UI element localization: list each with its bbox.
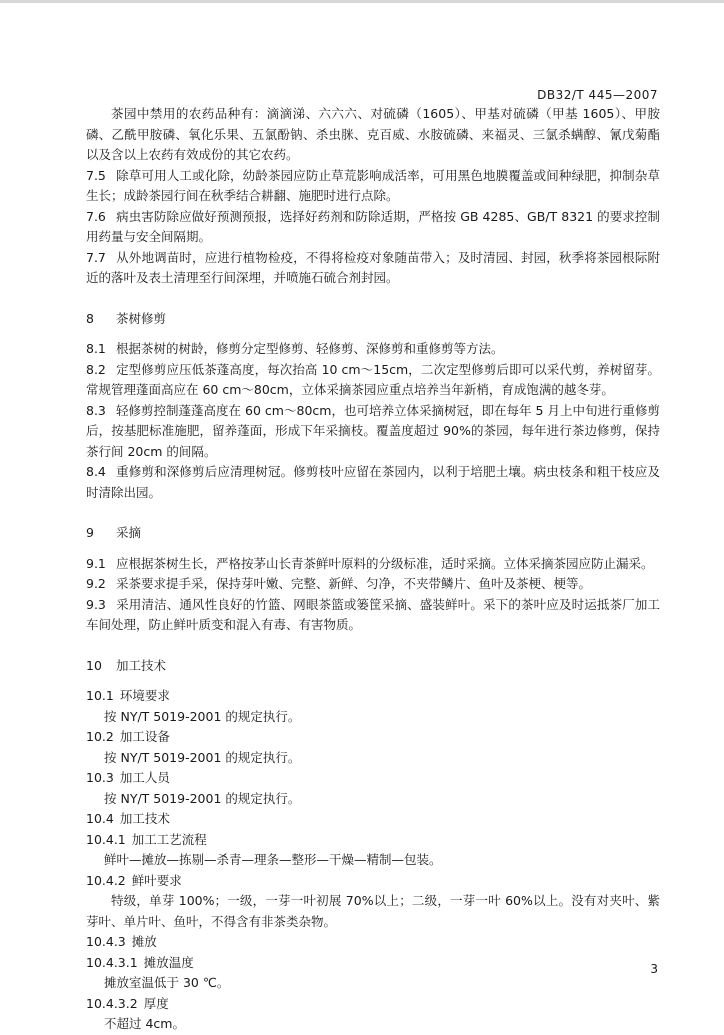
spreading-thickness-text: 不超过 4cm。 [104,1016,185,1031]
clause-number: 9.2 [86,576,106,591]
section-number: 9 [86,525,94,540]
clause-text: 从外地调苗时，应进行植物检疫，不得将检疫对象随苗带入；及时清园、封园，秋季将茶园根际附近的落叶及表土清理至行间深埋，并喷施石硫合剂封园。 [86,249,660,285]
subsection-title: 鲜叶要求 [131,872,182,888]
process-flow-text: 鲜叶—摊放—拣剔—杀青—理条—整形—干燥—精制—包装。 [104,852,442,867]
subsection-title: 加工技术 [119,811,170,826]
section-title: 采摘 [116,525,142,540]
clause-number: 8.2 [86,361,106,377]
subsection-title: 加工人员 [119,770,170,785]
clause-text: 根据茶树的树龄，修剪分定型修剪、轻修剪、深修剪和重修剪等方法。 [116,341,504,356]
subsection-title: 加工工艺流程 [131,831,207,847]
section-number: 8 [86,310,94,326]
clause-number: 9.1 [86,555,106,571]
subsection-number: 10.4.1 [86,831,126,847]
subsection-10-1 [86,686,660,707]
clause-text: 应根据茶树生长，严格按茅山长青茶鲜叶原料的分级标准，适时采摘。立体采摘茶园应防止漏采。 [116,555,654,571]
clause-9-2 [86,574,660,595]
clause-7-7 [86,248,660,289]
subsection-10-3 [86,768,660,789]
clause-9-3 [86,595,660,636]
clause-7-6 [86,207,660,248]
clause-number: 8.3 [86,402,106,418]
clause-text: 除草可用人工或化除，幼龄茶园应防止草荒影响成活率，可用黑色地膜覆盖或间种绿肥，抑制杂草生长；成龄茶园行间在秋季结合耕翻、施肥时进行点除。 [86,167,660,203]
section-title: 茶树修剪 [116,310,167,326]
subsection-10-4-3-1 [86,953,660,974]
subsection-number: 10.4.2 [86,872,126,888]
clause-text: 病虫害防除应做好预测预报，选择好药剂和防除适期，严格按 GB 4285、GB/T 8321 的要求控制用药量与安全间隔期。 [86,208,660,244]
clause-number: 7.7 [86,249,106,265]
clause-text: 轻修剪控制蓬蓬高度在 60 cm～80cm，也可培养立体采摘树冠，即在每年 5 月上中旬进行重修剪后，按基肥标准施肥，留养蓬面，形成下年采摘枝。覆盖度超过 90%的茶园，每年进行茶边修剪，保持茶行间 20cm 的间隔。 [86,402,660,459]
subsection-title: 厚度 [143,995,169,1011]
subsection-title: 环境要求 [119,688,170,703]
subsection-number: 10.4.3.2 [86,995,138,1011]
clause-text: 采用清洁、通风性良好的竹篮、网眼茶篮或篓筐采摘、盛装鲜叶。采下的茶叶应及时运抵茶厂加工车间处理，防止鲜叶质变和混入有毒、有害物质。 [86,596,660,632]
subsection-number: 10.2 [86,729,114,744]
clause-text: 采茶要求提手采，保持芽叶嫩、完整、新鲜、匀净，不夹带鳞片、鱼叶及茶梗、梗等。 [116,576,592,591]
section-title: 加工技术 [116,657,167,673]
subsection-10-4-3-2 [86,994,660,1015]
subsection-10-2-body: 按 NY/T 5019-2001 的规定执行。 [104,749,301,765]
clause-number: 9.3 [86,596,106,612]
subsection-number: 10.4.3 [86,934,126,949]
section-heading-10 [86,656,660,677]
clause-7-5 [86,166,660,207]
subsection-10-2 [86,727,660,748]
clause-number: 7.5 [86,167,106,183]
subsection-10-3-body: 按 NY/T 5019-2001 的规定执行。 [104,790,301,806]
subsection-number: 10.4 [86,811,114,826]
subsection-number: 10.4.3.1 [86,954,138,970]
subsection-10-4-3 [86,932,660,953]
section-heading-8 [86,309,660,330]
clause-8-1 [86,339,660,360]
section-number: 10 [86,657,102,673]
subsection-number: 10.1 [86,688,114,703]
subsection-10-4-2 [86,871,660,892]
spreading-temperature-text: 摊放室温低于 30 ℃。 [104,975,230,990]
section-heading-9 [86,523,660,544]
document-body [86,104,660,1035]
clause-number: 7.6 [86,208,106,224]
subsection-title: 摊放温度 [143,954,194,970]
clause-9-1 [86,554,660,575]
banned-pesticides-paragraph: 茶园中禁用的农药品种有：滴滴涕、六六六、对硫磷（1605）、甲基对硫磷（甲基 1605）、甲胺磷、乙酰甲胺磷、氧化乐果、五氯酚钠、杀虫脒、克百威、水胺硫磷、来福灵、三氯杀螨醇、氰戊菊酯以及含以上农药有效成份的其它农药。 [86,106,660,162]
fresh-leaf-requirements-text: 特级，单芽 100%；一级，一芽一叶初展 70%以上；二级，一芽一叶 60%以上。没有对夹叶、紫芽叶、单片叶、鱼叶，不得含有非茶类杂物。 [86,893,660,929]
scan-top-edge [0,0,724,3]
clause-8-4 [86,462,660,503]
subsection-title: 加工设备 [119,729,170,744]
subsection-number: 10.3 [86,770,114,785]
subsection-title: 摊放 [131,934,157,949]
subsection-10-4 [86,809,660,830]
clause-number: 8.1 [86,341,106,356]
clause-8-2 [86,360,660,401]
page-number: 3 [650,962,658,976]
clause-text: 定型修剪应压低茶蓬高度，每次抬高 10 cm～15cm，二次定型修剪后即可以采代剪，养树留芽。常规管理蓬面高应在 60 cm～80cm，立体采摘茶园应重点培养当年新梢，育成饱满的越冬芽。 [86,361,660,397]
document-code: DB32/T 445—2007 [537,88,658,102]
subsection-10-1-body: 按 NY/T 5019-2001 的规定执行。 [104,708,301,724]
clause-number: 8.4 [86,464,106,479]
clause-8-3 [86,401,660,463]
subsection-10-4-1 [86,830,660,851]
clause-text: 重修剪和深修剪后应清理树冠。修剪枝叶应留在茶园内，以利于培肥土壤。病虫枝条和粗干枝应及时清除出园。 [86,464,660,500]
